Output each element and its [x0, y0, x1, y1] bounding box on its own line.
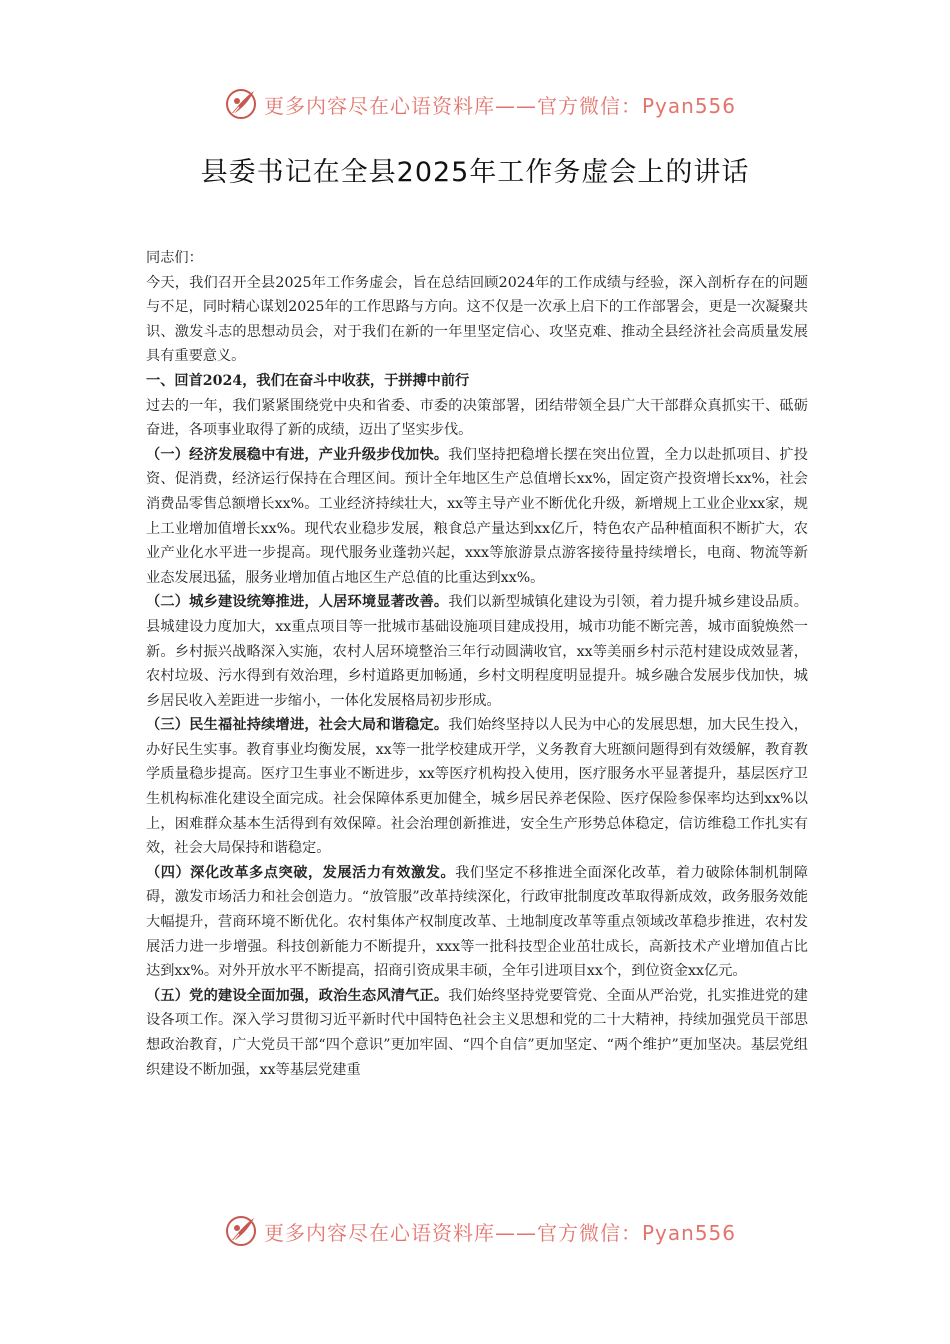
pen-feather-logo-icon	[224, 1213, 260, 1249]
section-intro-paragraph: 过去的一年，我们紧紧围绕党中央和省委、市委的决策部署，团结带领全县广大干部群众真抓实干、砥砺奋进，各项事业取得了新的成绩，迈出了坚实步伐。	[146, 397, 808, 439]
item-paragraph-4	[146, 861, 808, 984]
item-paragraph-5	[146, 984, 808, 1082]
document-title: 县委书记在全县2025年工作务虚会上的讲话	[200, 157, 750, 188]
banner-text: 更多内容尽在心语资料库——官方微信：Pyan556	[264, 1220, 737, 1245]
item-text: 我们坚持把稳增长摆在突出位置，全力以赴抓项目、扩投资、促消费，经济运行保持在合理区间。预计全年地区生产总值增长xx%，固定资产投资增长xx%，社会消费品零售总额增长xx%。工业经济持续壮大，xx等主导产业不断优化升级，新增规上工业企业xx家，规上工业增加值增长xx%。现代农业稳步发展，粮食总产量达到xx亿斤，特色农产品种植面积不断扩大，农业产业化水平进一步提高。现代服务业蓬勃兴起，xxx等旅游景点游客接待量持续增长，电商、物流等新业态发展迅猛，服务业增加值占地区生产总值的比重达到xx%。	[146, 446, 808, 586]
item-lead: （二）城乡建设统筹推进，人居环境显著改善。	[146, 594, 449, 611]
item-lead: （四）深化改革多点突破，发展活力有效激发。	[146, 864, 456, 881]
item-paragraph-1	[146, 443, 808, 591]
item-text: 我们坚定不移推进全面深化改革，着力破除体制机制障碍，激发市场活力和社会创造力。“放管服”改革持续深化，行政审批制度改革取得新成效，政务服务效能大幅提升，营商环境不断优化。农村集体产权制度改革、土地制度改革等重点领域改革稳步推进，农村发展活力进一步增强。科技创新能力不断提升，xxx等一批科技型企业茁壮成长，高新技术产业增加值占比达到xx%。对外开放水平不断提高，招商引资成果丰硕，全年引进项目xx个，到位资金xx亿元。	[146, 864, 808, 980]
item-text: 我们始终坚持以人民为中心的发展思想，加大民生投入，办好民生实事。教育事业均衡发展，xx等一批学校建成开学，义务教育大班额问题得到有效缓解，教育教学质量稳步提高。医疗卫生事业不断进步，xx等医疗机构投入使用，医疗服务水平显著提升，基层医疗卫生机构标准化建设全面完成。社会保障体系更加健全，城乡居民养老保险、医疗保险参保率均达到xx%以上，困难群众基本生活得到有效保障。社会治理创新推进，安全生产形势总体稳定，信访维稳工作扎实有效，社会大局保持和谐稳定。	[146, 717, 808, 857]
salutation: 同志们：	[146, 250, 203, 266]
banner-text: 更多内容尽在心语资料库——官方微信：Pyan556	[264, 93, 737, 118]
intro-paragraph: 今天，我们召开全县2025年工作务虚会，旨在总结回顾2024年的工作成绩与经验，深入剖析存在的问题与不足，同时精心谋划2025年的工作思路与方向。这不仅是一次承上启下的工作部署会，更是一次凝聚共识、激发斗志的思想动员会，对于我们在新的一年里坚定信心、攻坚克难、推动全县经济社会高质量发展具有重要意义。	[146, 274, 808, 365]
item-lead: （三）民生福祉持续增进，社会大局和谐稳定。	[146, 717, 449, 734]
document-body	[146, 246, 808, 1082]
footer-banner	[224, 1213, 744, 1249]
item-text: 我们始终坚持党要管党、全面从严治党，扎实推进党的建设各项工作。深入学习贯彻习近平新时代中国特色社会主义思想和党的二十大精神，持续加强党员干部思想政治教育，广大党员干部“四个意识”更加牢固、“四个自信”更加坚定、“两个维护”更加坚决。基层党组织建设不断加强，xx等基层党建重	[146, 987, 808, 1078]
header-banner	[224, 86, 744, 122]
item-text: 我们以新型城镇化建设为引领，着力提升城乡建设品质。县城建设力度加大，xx重点项目等一批城市基础设施项目建成投用，城市功能不断完善，城市面貌焕然一新。乡村振兴战略深入实施，农村人居环境整治三年行动圆满收官，xx等美丽乡村示范村建设成效显著，农村垃圾、污水得到有效治理，乡村道路更加畅通，乡村文明程度明显提升。城乡融合发展步伐加快，城乡居民收入差距进一步缩小，一体化发展格局初步形成。	[146, 594, 808, 709]
item-paragraph-2	[146, 590, 808, 713]
item-paragraph-3	[146, 713, 808, 861]
item-lead: （一）经济发展稳中有进，产业升级步伐加快。	[146, 446, 449, 463]
section-heading: 一、回首2024，我们在奋斗中收获，于拼搏中前行	[146, 372, 470, 389]
pen-feather-logo-icon	[224, 86, 260, 122]
item-lead: （五）党的建设全面加强，政治生态风清气正。	[146, 987, 449, 1004]
